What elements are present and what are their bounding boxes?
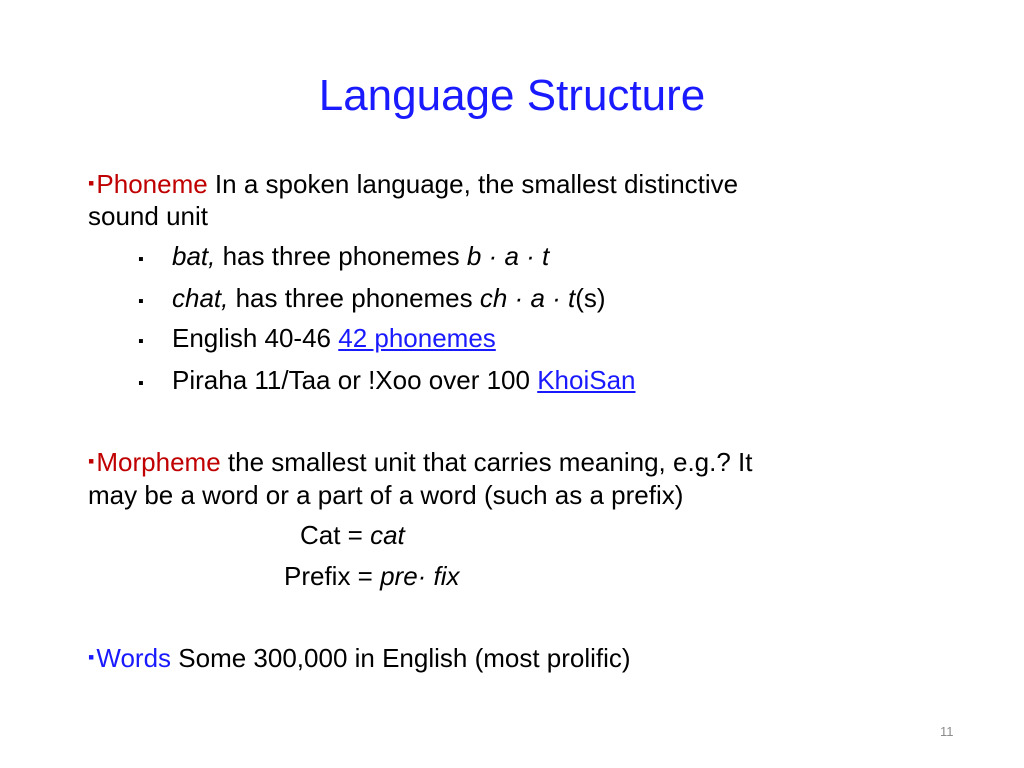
phoneme-definition: In a spoken language, the smallest distinctive — [207, 169, 739, 199]
morpheme-definition: the smallest unit that carries meaning, e.g.? It — [220, 447, 753, 477]
example-label: Cat = — [300, 520, 371, 550]
morpheme-example-prefix — [284, 560, 460, 592]
words-line — [88, 642, 631, 677]
example-value: cat — [370, 520, 405, 550]
example-text: has three phonemes — [215, 241, 467, 271]
example-label: Prefix = — [284, 561, 381, 591]
morpheme-example-cat — [300, 519, 405, 551]
list-item — [0, 322, 496, 354]
bullet-icon: ▪ — [138, 333, 144, 350]
page-number: 11 — [940, 724, 954, 739]
bullet-icon: ▪ — [88, 647, 95, 667]
example-text: has three phonemes — [228, 283, 480, 313]
piraha-text: Piraha 11/Taa or !Xoo over 100 — [172, 365, 538, 395]
bullet-icon: ▪ — [88, 451, 95, 471]
link-42-phonemes[interactable]: 42 phonemes — [338, 323, 496, 353]
example-suffix: (s) — [575, 283, 606, 313]
list-item — [0, 282, 606, 314]
example-phonemes: b · a · t — [466, 241, 550, 271]
words-definition: Some 300,000 in English (most prolific) — [171, 643, 631, 673]
list-item — [0, 240, 549, 272]
morpheme-definition-cont: may be a word or a part of a word (such as a prefix) — [88, 480, 684, 510]
english-text: English 40-46 — [172, 323, 339, 353]
bullet-icon: ▪ — [138, 375, 144, 392]
slide-title: Language Structure — [318, 71, 706, 120]
words-term: Words — [96, 643, 172, 673]
phoneme-definition-cont: sound unit — [88, 201, 208, 231]
list-item — [0, 364, 636, 396]
phoneme-line — [88, 168, 738, 203]
morpheme-line — [88, 446, 753, 481]
bullet-icon: ▪ — [138, 251, 144, 268]
bullet-icon: ▪ — [88, 173, 95, 193]
morpheme-term: Morpheme — [96, 447, 221, 477]
example-phonemes: ch · a · t — [479, 283, 576, 313]
phoneme-term: Phoneme — [96, 169, 208, 199]
example-value: pre· fix — [380, 561, 460, 591]
example-word: bat, — [172, 241, 216, 271]
link-khoisan[interactable]: KhoiSan — [537, 365, 636, 395]
example-word: chat, — [172, 283, 229, 313]
bullet-icon: ▪ — [138, 293, 144, 310]
